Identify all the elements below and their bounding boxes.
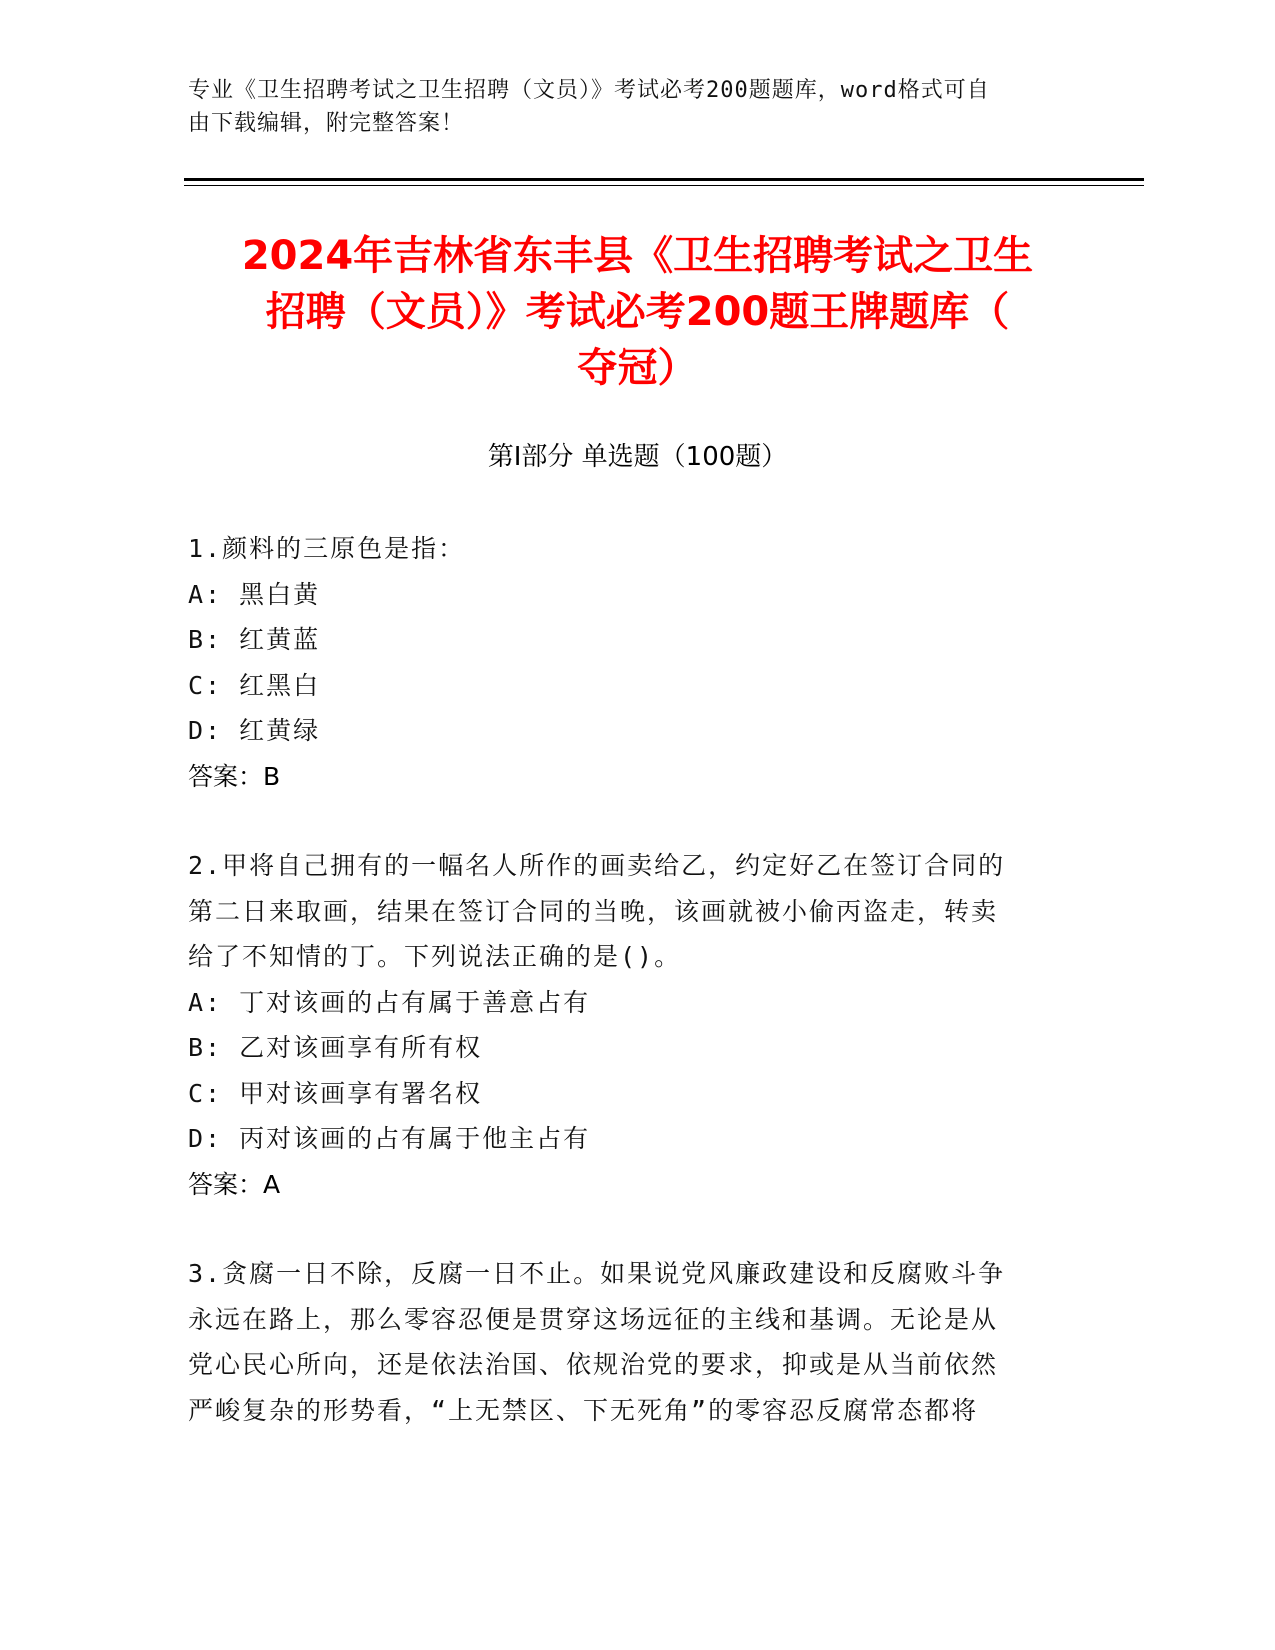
header-note (188, 74, 1088, 140)
answer: 答案：B (188, 761, 281, 791)
header-note-line-2: 由下载编辑，附完整答案！ (188, 111, 465, 136)
question-stem: 1.颜料的三原色是指： (188, 534, 466, 563)
option-d: D: 丙对该画的占有属于他主占有 (188, 1124, 591, 1153)
header-note-line-1: 专业《卫生招聘考试之卫生招聘（文员）》考试必考200题题库，word格式可自 (188, 78, 990, 103)
document-title-line-3: 夺冠） (577, 345, 698, 391)
section-heading: 第Ⅰ部分 单选题（100题） (487, 442, 788, 472)
question-stem-line-2: 永远在路上，那么零容忍便是贯穿这场远征的主线和基调。无论是从 (188, 1304, 999, 1334)
answer: 答案：A (188, 1169, 281, 1199)
option-b: B: 乙对该画享有所有权 (188, 1033, 483, 1062)
option-b: B: 红黄蓝 (188, 625, 321, 654)
question-stem-line-3: 党心民心所向，还是依法治国、依规治党的要求，抑或是从当前依然 (188, 1350, 999, 1379)
question-list (188, 526, 1068, 1477)
question-stem-line-2: 第二日来取画，结果在签订合同的当晚，该画就被小偷丙盗走，转卖 (188, 896, 999, 926)
option-c: C: 甲对该画享有署名权 (188, 1078, 483, 1108)
option-d: D: 红黄绿 (188, 716, 321, 745)
header-divider-thin (184, 185, 1144, 186)
question-stem-line-1: 2.甲将自己拥有的一幅名人所作的画卖给乙，约定好乙在签订合同的 (188, 851, 1006, 880)
question-stem-line-3: 给了不知情的丁。下列说法正确的是()。 (188, 942, 682, 971)
option-a: A: 丁对该画的占有属于善意占有 (188, 987, 591, 1017)
question-1 (188, 526, 1068, 799)
document-title-line-1: 2024年吉林省东丰县《卫生招聘考试之卫生 (241, 233, 1034, 279)
question-3 (188, 1251, 1068, 1433)
option-a: A: 黑白黄 (188, 579, 321, 609)
header-divider-thick (184, 178, 1144, 181)
question-stem-line-4: 严峻复杂的形势看，“上无禁区、下无死角”的零容忍反腐常态都将 (188, 1395, 979, 1425)
question-2 (188, 843, 1068, 1207)
question-stem-line-1: 3.贪腐一日不除，反腐一日不止。如果说党风廉政建设和反腐败斗争 (188, 1259, 1006, 1288)
document-title-line-2: 招聘（文员）》考试必考200题王牌题库（ (265, 289, 1010, 335)
option-c: C: 红黑白 (188, 670, 321, 700)
document-title (150, 228, 1125, 396)
